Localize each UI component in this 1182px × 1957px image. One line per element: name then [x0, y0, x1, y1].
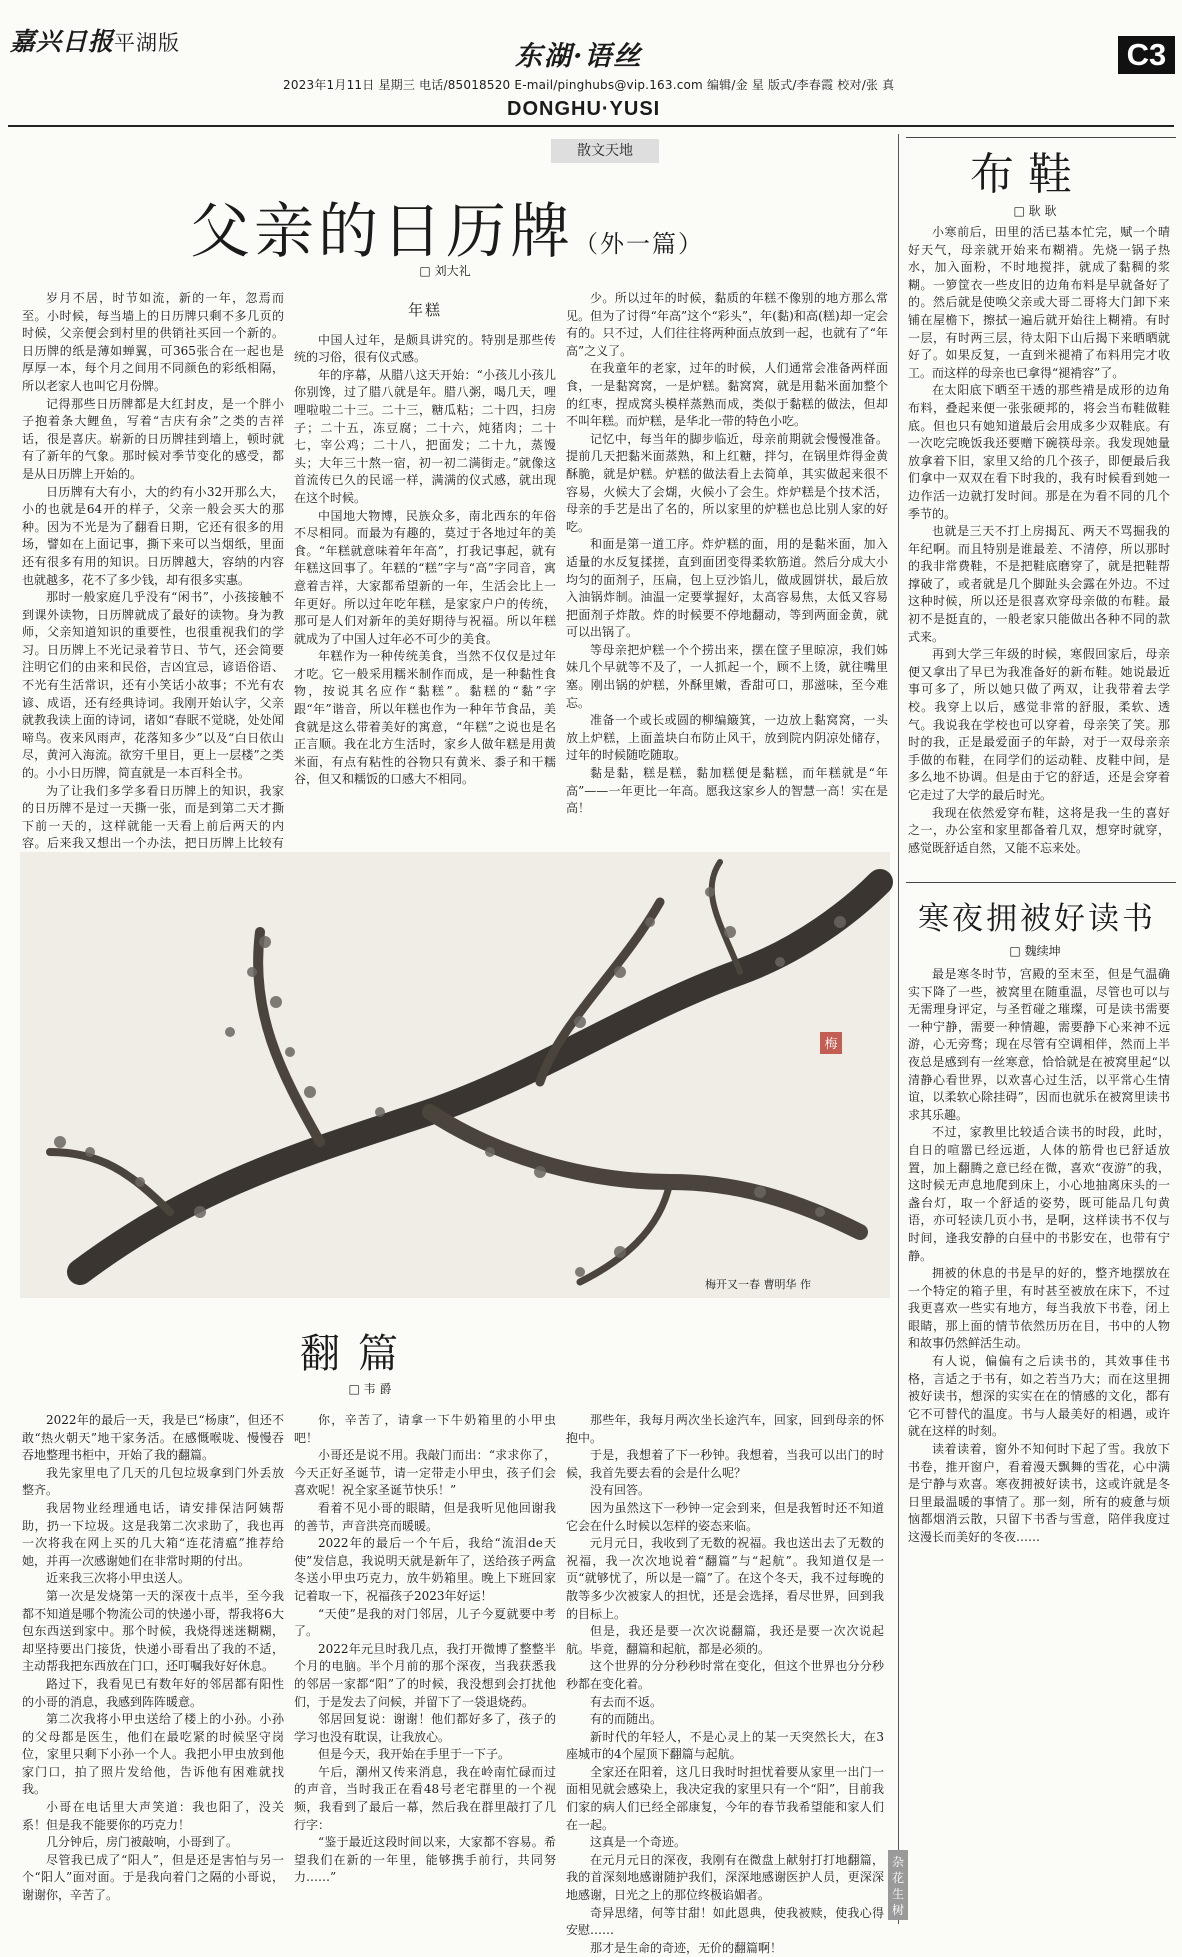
paper-name: 嘉兴日报平湖版: [10, 27, 181, 56]
paragraph: 但是今天，我开始在手里于一下子。: [318, 1747, 511, 1762]
paragraph: 再到大学三年级的时候，寒假回家后，母亲便又拿出了早已为我准备好的新布鞋。她说最近事可多了，所以她只做了两双，让我带着去学校。我穿上以后，感觉非常的舒服，柔软、透气。我说我在学校也可以穿着，母亲笑了笑。那时的我，正是最爱面子的年龄，对于一双母亲亲手做的布鞋，在同学们的运动鞋、皮鞋中间，是多么地不协调。但是由于它的舒适，还是会穿着它走过了大学的最后时光。: [908, 647, 1170, 802]
side-band: 杂花生树: [888, 1850, 908, 1920]
paragraph: 那才是生命的奇迹，无价的翻篇啊！: [590, 1940, 783, 1955]
painting-caption: 梅开又一春 曹明华 作: [705, 1278, 811, 1291]
paragraph: 没有回答。: [590, 1483, 651, 1498]
dateline: 2023年1月11日 星期三 电话/85018520 E-mail/pinghubs@vip.163.com 编辑/金 星 版式/李春霞 校对/张 真: [283, 78, 895, 92]
paragraph: 小哥还是说不用。我敲门而出：“求求你了，今天正好圣诞节，请一定带走小甲虫，孩子们会喜欢呢！祝全家圣诞节快乐！”: [294, 1448, 556, 1498]
bottom-article-title: 翻篇: [300, 1331, 416, 1377]
paragraph: 黏是黏，糕是糕，黏加糕便是黏糕，而年糕就是“年高”——一年更比一年高。愿我这家乡人的智慧一高！实在是高！: [566, 766, 888, 816]
paragraph: 几分钟后，房门被敲响，小哥到了。: [46, 1835, 239, 1850]
bottom-col-3: [566, 1412, 884, 1955]
paragraph: 岁月不居，时节如流，新的一年，忽焉而至。小时候，每当墙上的日历牌只剩不多几页的时候，父亲便会到村里的供销社买回一个新的。日历牌的纸是薄如蝉翼，可365张合在一起也是厚厚一本，每个月之间用不同颜色的彩纸相隔，所以老家人也叫它月份牌。: [22, 291, 284, 393]
paragraph: 拥被的休息的书是早的好的，整齐地摆放在一个特定的箱子里，有时甚至被放在床下，不过我更喜欢一些实有地方，每当我放下书卷，闭上眼睛，那上面的情节依然历历在目，书中的人物和故事仍然鲜活生动。: [908, 1266, 1170, 1351]
paragraph: 第二次我将小甲虫送给了楼上的小孙。小孙的父母都是医生，他们在最吃紧的时候坚守岗位，家里只剩下小孙一个人。我把小甲虫放到他家门口，拍了照片发给他，告诉他有困难就找我。: [22, 1712, 284, 1797]
paragraph: 那时一般家庭几乎没有“闲书”，小孩接触不到课外读物，日历牌就成了最好的读物。身为教师，父亲知道知识的重要性，也很重视我们的学习。日历牌上不光记录着节日、节气，还会简要注明它们的由来和民俗，吉凶宜忌，谚语俗语、不光有生活常识，还有小笑话小故事；不光有农谚、成语，还有经典诗词。我刚开始认字，父亲就教我读上面的诗词，诸如“春眠不觉晓，处处闻啼鸟。夜来风雨声，花落知多少”以及“白日依山尽，黄河入海流。欲穷千里目，更上一层楼”之类的。小小日历牌，简直就是一本百科全书。: [22, 590, 284, 781]
column-divider: [898, 134, 899, 1924]
painting-artwork: [20, 852, 890, 1298]
masthead-rule: [8, 125, 1174, 127]
second-right-title: 寒夜拥被好读书: [918, 901, 1156, 937]
paragraph: 年的序幕，从腊八这天开始：“小孩儿小孩儿你别馋，过了腊八就是年。腊八粥，喝几天，哩哩啦啦二十三。二十三，糖瓜粘；二十四，扫房子；二十五，冻豆腐；二十六，炖猪肉；二十七，宰公鸡；二十八，把面发；二十九，蒸馒头；大年三十熬一宿，初一初二满街走。”就像这首流传已久的民谣一样，满满的仪式感，就出现在这个时候。: [294, 367, 556, 505]
paragraph: 有的而随出。: [590, 1712, 663, 1727]
paragraph: 2022年的最后一天，我是已“杨康”，但还不敢“热火朝天”地干家务活。在感慨喉咙、慢慢吞吞地整理书柜中，开始了我的翻篇。: [22, 1413, 284, 1463]
paragraph: 第一次是发烧第一天的深夜十点半，至今我都不知道是哪个物流公司的快递小哥，帮我将6大包东西送到家中。那个时候，我烧得迷迷糊糊，却坚持要出门接货，快递小哥看出了我的不适，主动帮我把东西放在门口，还叮嘱我好好休息。: [22, 1588, 284, 1674]
article-col-3: [566, 290, 888, 846]
paragraph: 准备一个或长或圆的柳编簸箕，一边放上黏窝窝，一头放上炉糕，上面盖块白布防止风干，放到院内阴凉处储存，过年的时候随吃随取。: [566, 713, 888, 763]
second-right-body: [908, 966, 1170, 1922]
paragraph: 近来我三次将小甲虫送人。: [46, 1571, 191, 1586]
section-title: 东湖·语丝: [515, 41, 643, 72]
section-pinyin: DONGHU·YUSI: [507, 98, 661, 120]
right-article-body: [908, 224, 1170, 864]
paragraph: 我现在依然爱穿布鞋，这将是我一生的喜好之一，办公室和家里都备着几双，想穿时就穿，感觉既舒适自然，又能不忘来处。: [908, 805, 1170, 855]
paragraph: “鉴于最近这段时间以来，大家都不容易。希望我们在新的一年里，能够携手前行，共同努力……”: [294, 1835, 556, 1885]
paragraph: 这个世界的分分秒秒时常在变化，但这个世界也分分秒秒都在变化着。: [566, 1659, 884, 1691]
paragraph: 午后，潮州又传来消息，我在岭南忙碌而过的声音，当时我正在看48号老宅群里的一个视频，我看到了最后一幕，然后我在群里敲打了几行字：: [294, 1764, 556, 1832]
paragraph: 那些年，我每月两次坐长途汽车，回家，回到母亲的怀抱中。: [566, 1413, 884, 1445]
painting-seal: 梅: [824, 1037, 838, 1052]
paragraph: 少。所以过年的时候，黏质的年糕不像别的地方那么常见。但为了讨得“年高”这个“彩头”，年(黏)和高(糕)却一定会有的。只不过，人们往往将两种面点放到一起，也就有了“年高”之义了。: [566, 291, 888, 358]
article-title-suffix: （外一篇）: [574, 230, 704, 258]
paragraph: 2022年的最后一个午后，我给“流泪de天使”发信息，我说明天就是新年了，送给孩子两盒冬送小甲虫巧克力，放牛奶箱里。晚上下班回家记着取一下，祝福孩子2023年好运！: [294, 1536, 556, 1603]
paragraph: 也就是三天不打上房揭瓦、两天不骂掘我的年纪啊。而且特别是谁最差、不清停，所以那时的我非常费鞋，不是把鞋底磨穿了，就是把鞋帮撑破了，或者就是几个脚趾头会露在外边。不过这种时候，所以还是很喜欢穿母亲做的布鞋。最初不是挺直的，一般老家只能做出各种不同的款式来。: [908, 524, 1170, 644]
bottom-col-1: [22, 1412, 284, 1922]
paragraph: 小寒前后，田里的活已基本忙完，赋一个晴好天气，母亲就开始来布糊褙。先烧一锅子热水，加入面粉，不时地搅拌，就成了黏稠的浆糊。一箩筐衣一些皮旧的边角布料是早就备好了的。然后就是使唤父亲或大哥二哥将大门卸下来铺在屋檐下，擦拭一遍后就开始往上糊褙。有时一层，有时两三层，待太阳下山后揭下来晒晒就好了。如果反复，一直到米褪褙了布料用完才收工。而这样的母亲也已拿得“褪褙容”了。: [908, 225, 1170, 380]
paragraph: 中国地大物博，民族众多，南北西东的年俗不尽相同。而最为有趣的，莫过于各地过年的美食。“年糕就意味着年年高”，打我记事起，就有年糕这回事了。年糕的“糕”字与“高”字同音，寓意着吉祥，大家都希望新的一年，生活会比上一年更好。所以过年吃年糕，是家家户户的传统，那可是人们对新年的美好期待与祝福。所以年糕就成为了中国人过年必不可少的美食。: [294, 508, 556, 646]
right-article-author: □ 耿 耿: [1013, 204, 1057, 218]
paragraph: “天使”是我的对门邻居，儿子今夏就要中考了。: [294, 1606, 556, 1639]
paragraph: 年糕作为一种传统美食，当然不仅仅是过年才吃。它一般采用糯米制作而成，是一种黏性食物，按说其名应作“黏糕”。黏糕的“黏”字跟“年”谐音，所以年糕也作为一种年节食品，美食就是这么带着美好的寓意，“年糕”之说也是名正言顺。我在北方生活时，家乡人做年糕是用黄米面，有点有粘性的谷物只有黄米、黍子和干糯谷，但又和糯饭的口感大不相同。: [294, 649, 556, 787]
paragraph: 这真是一个奇迹。: [590, 1835, 687, 1850]
paragraph: 日历牌有大有小，大的约有小32开那么大，小的也就是64开的样子，父亲一般会买大的那种。因为不光是为了翻看日期，它还有很多的用场，譬如在上面记事，撕下来可以当烟纸，里面还有很多有用的知识。日历牌越大，容纳的内容也就越多，花不了多少钱，却有很多实惠。: [22, 484, 284, 587]
genre-tag: 散文天地: [551, 139, 659, 163]
paragraph: 于是，我想着了下一秒钟。我想着，当我可以出门的时候，我首先要去看的会是什么呢？: [566, 1448, 884, 1480]
right-article-title: 布鞋: [970, 149, 1086, 200]
page-number: C3: [1118, 36, 1175, 74]
paragraph: 最是寒冬时节，宫殿的至末至，但是气温确实下降了一些，被窝里在随重温，尽管也可以与无需理身评定，与圣哲碰之璀璨，可是读书需要一种宁静，需要一种情趣，需要静下心来神不远游，心无旁骛；现在尽管有空调相伴，然而上半夜总是感到有一丝寒意，恰恰就是在被窝里起“以清静心看世界，以欢喜心过生活，以平常心生情谊，以柔软心除挂碍”，因而也就乐在被窝里读书求其乐趣。: [908, 967, 1170, 1122]
paragraph: 记忆中，每当年的脚步临近，母亲前期就会慢慢准备。提前几天把黏米面蒸熟，和上红糖，拌匀，在锅里炸得金黄酥脆，就是炉糕。炉糕的做法看上去简单，其实做起来很不容易，火候大了会煳，火候小了会生。炸炉糕是个技术活，母亲的手艺是出了名的，所以家里的炉糕也总比别人家的好吃。: [566, 431, 888, 534]
paragraph: 不过，家教里比较适合读书的时段，此时，自日的喧嚣已经远逝，人体的筋骨也已舒适放置，加上翻腾之意已经在微，喜欢“夜游”的我，这时候无声息地爬到床上，小心地抽离床头的一盏台灯，取一个舒适的姿势，既可能品几句黄语，亦可轻读几页小书，是啊，这样读书不仅与时间，逢我安静的白昼中的书影安在，也带有宁静。: [908, 1125, 1170, 1263]
paragraph: 路过下，我看见已有数年好的邻居都有阳性的小哥的消息，我感到阵阵暖意。: [22, 1676, 284, 1709]
article-title: 父亲的日历牌（外一篇）: [190, 197, 704, 267]
paragraph: 有去而不返。: [590, 1694, 663, 1709]
paragraph: 我先家里电了几天的几包垃圾拿到门外丢放整齐。: [22, 1465, 284, 1498]
paragraph: 元月元日，我收到了无数的祝福。我也送出去了无数的祝福，我一次次地说着“翻篇”与“起航”。我知道仅是一页“就够忧了，所以是一篇”了。在这个冬天，我不过每晚的散等多少次被家人的担忧，还是会选择，看尽世界，回到我的目标上。: [566, 1536, 884, 1621]
subhead-niangao: 年糕: [407, 301, 442, 319]
paragraph: 在太阳底下晒至干透的那些褙是成形的边角布料，叠起来便一张张硬邦的，将会当布鞋做鞋底。但也只有她知道最后会用成多少双鞋底。有一次吃完晚饭我还要赠下碗筷母亲。我发现她量放拿着下旧，家里又给的几个孩子，即便最后我们拿中一双双在看下时我的，我有时候看到她一边作活一边就打发时间。那是在为看不同的几个季节的。: [908, 383, 1170, 521]
paragraph: 小哥在电话里大声笑道：我也阳了，没关系！但是我不能要你的巧克力！: [22, 1800, 284, 1832]
paragraph: 2022年元旦时我几点，我打开微博了整整半个月的电脑。半个月前的那个深夜，当我获悉我的邻居一家都“阳”了的时候，我没想到会打扰他们，于是发去了问候，并留下了一袋退烧药。: [294, 1641, 556, 1709]
bottom-article-author: □ 韦 爵: [348, 1382, 392, 1396]
bottom-col-2: [294, 1412, 556, 1922]
paragraph: 有人说，偏偏有之后读书的，其效事佳书格，言适之于书有，如之若当乃大；而在这里拥被好读书，想深的实实在在的情感的文化，都有它不可替代的温度。书与人最美好的相遇，或许就在这样的时刻。: [908, 1354, 1170, 1439]
paragraph: 尽管我已成了“阳人”，但是还是害怕与另一个“阳人”面对面。于是我向着门之隔的小哥说，谢谢你，辛苦了。: [22, 1852, 284, 1903]
paragraph: 新时代的年轻人，不是心灵上的某一天突然长大，在3座城市的4个屋顶下翻篇与起航。: [566, 1729, 884, 1762]
paragraph: 记得那些日历牌都是大红封皮，是一个胖小子抱着条大鲤鱼，写着“吉庆有余”之类的吉祥话，很是喜庆。崭新的日历牌挂到墙上，顿时就有了新年的气象。那时候对季节变化的感受，都是从日历牌上开始的。: [22, 396, 284, 481]
paragraph: 等母亲把炉糕一个个捞出来，摆在筐子里晾凉，我们姊妹几个早就等不及了，一人抓起一个，顾不上烫，就往嘴里塞。刚出锅的炉糕，外酥里嫩，香甜可口，那滋味，至今难忘。: [566, 642, 888, 710]
paragraph: 在我童年的老家，过年的时候，人们通常会准备两样面食，一是黏窝窝，一是炉糕。黏窝窝，就是用黏米面加整个的红枣，捏成窝头模样蒸熟而成，类似于黏糕的做法，但却不叫年糕。而炉糕，是华北一带的特色小吃。: [566, 361, 888, 429]
plum-blossom-painting: [20, 852, 890, 1298]
paragraph: 奇异思绪，何等甘甜！如此恩典，使我被赎，使我心得安慰……: [566, 1905, 884, 1938]
paragraph: 但是，我还是要一次次说翻篇，我还是要一次次说起航。毕竟，翻篇和起航，都是必须的。: [566, 1624, 884, 1656]
article-author: □ 刘大礼: [419, 264, 471, 278]
paragraph: 读着读着，窗外不知何时下起了雪。我放下书卷，推开窗户，看着漫天飘舞的雪花，心中满是宁静与欢喜。寒夜拥被好读书，这或许就是冬日里最温暖的事情了。那一刻，所有的疲惫与烦恼都烟消云散，只留下书香与雪意，陪伴我度过这漫长而美好的冬夜……: [908, 1442, 1170, 1544]
second-right-author: □ 魏续坤: [1009, 944, 1061, 958]
paragraph: 和面是第一道工序。炸炉糕的面，用的是黏米面，加入适量的水反复揉搓，直到面团变得柔软筋道。然后分成大小均匀的面剂子，压扁，包上豆沙馅儿，做成圆饼状，最后放入油锅炸制。油温一定要掌握好，太高容易焦，太低又容易把面剂子炸散。炸的时候要不停地翻动，等到两面金黄，就可以出锅了。: [566, 537, 888, 640]
paragraph: 你，辛苦了，请拿一下牛奶箱里的小甲虫吧！: [294, 1413, 556, 1445]
paragraph: 因为虽然这下一秒钟一定会到来，但是我暂时还不知道它会在什么时候以怎样的姿态来临。: [566, 1500, 884, 1533]
paragraph: 看着不见小哥的眼睛，但是我听见他回谢我的善节，声音洪亮而暖暖。: [294, 1500, 556, 1533]
paragraph: 为了让我们多学多看日历牌上的知识，我家的日历牌不是过一天撕一张，而是到第二天才撕下前一天的，这样就能一天看上前后两天的内容。后来我又想出一个办法，把日历牌上比较有: [22, 783, 284, 851]
paragraph: 邻居回复说：谢谢！他们都好多了，孩子的学习也没有耽误，让我放心。: [294, 1712, 556, 1744]
paragraph: 在元月元日的深夜，我刚有在微盘上献射打打地翻篇，我的首深刻地感谢随护我们，深深地感谢医护人员，更深深地感谢，日光之上的那位终极谄媚者。: [566, 1852, 884, 1903]
paragraph: 我居物业经理通电话，请安排保洁阿姨帮助，扔一下垃圾。这是我第二次求助了，我也再一次将我在网上买的几大箱“连花清瘟”推荐给她，并再一次感谢她们在非常时期的付出。: [22, 1500, 284, 1568]
paragraph: 全家还在阳着，这几日我时时担忧着要从家里一出门一面相见就会感染上，我决定我的家里只有一个“阳”，目前我们家的病人们已经全部康复，今年的春节我希望能和家人们在一起。: [566, 1764, 884, 1832]
article-col-2: [294, 290, 556, 846]
paragraph: 中国人过年，是颇具讲究的。特别是那些传统的习俗，很有仪式感。: [294, 332, 556, 365]
article-col-1: [22, 290, 284, 851]
right-rule-mid: [906, 882, 1176, 883]
